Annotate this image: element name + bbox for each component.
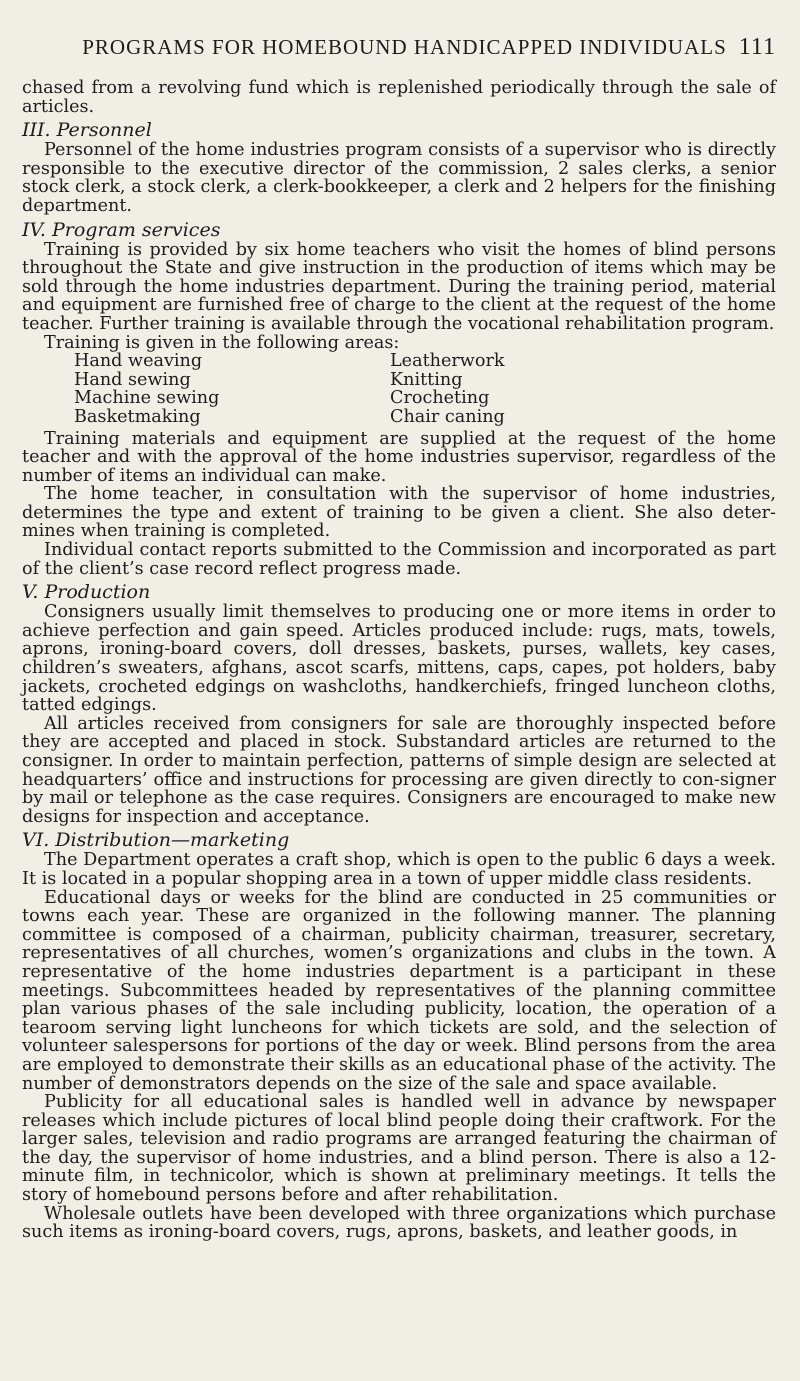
training-area-item: Crocheting <box>390 388 490 409</box>
training-area-item: Basketmaking <box>74 406 201 427</box>
section-heading-distribution-marketing: VI. Distribution—marketing <box>22 829 290 852</box>
training-area-item: Hand sewing <box>74 369 191 390</box>
training-area-item: Leatherwork <box>390 351 505 372</box>
section-heading-personnel: III. Personnel <box>22 119 152 142</box>
paragraph: Training materials and equipment are supplied at the request of the home teacher and with the approval of the home industries supervisor, regardless of the number of items an individual can make. <box>22 428 776 486</box>
paragraph: Personnel of the home industries program consists of a supervisor who is directly responsible to the executive director of the commission, 2 sales clerks, a senior stock clerk, a stock clerk, a clerk-bookkeeper, a clerk and 2 helpers for the finishing department. <box>22 140 776 216</box>
section-heading-program-services: IV. Program services <box>22 218 221 241</box>
paragraph: The home teacher, in consultation with the supervisor of home industries, determines the type and extent of training to be given a client. She also deter-mines when training is completed. <box>22 484 776 542</box>
training-area-item: Machine sewing <box>74 388 220 409</box>
body-text <box>22 79 776 1242</box>
training-area-item: Hand weaving <box>74 351 203 372</box>
training-area-item: Chair caning <box>390 406 505 427</box>
page-number: 111 <box>738 34 776 60</box>
paragraph: Consigners usually limit themselves to producing one or more items in order to achieve perfection and gain speed. Articles produced include: rugs, mats, towels, aprons, ironing-board covers, doll dresses, baskets, purses, wallets, key cases, children’s sweaters, afghans, ascot scarfs, mittens, caps, capes, pot holders, baby jackets, crocheted edgings on washcloths, handkerchiefs, fringed luncheon cloths, tatted edgings. <box>22 602 776 716</box>
paragraph: Educational days or weeks for the blind are conducted in 25 communities or towns each year. These are organized in the following manner. The planning committee is composed of a chairman, publicity chairman, treasurer, secretary, representatives of all churches, women’s organizations and clubs in the town. A representative of the home industries department is a participant in these meetings. Subcommittees headed by representatives of the planning committee plan various phases of the sale including publicity, location, the operation of a tearoom serving light luncheons for which tickets are sold, and the selection of volunteer salespersons for portions of the day or week. Blind persons from the area are employed to demonstrate their skills as an educational phase of the activity. The number of demonstrators depends on the size of the sale and space available. <box>22 887 776 1094</box>
running-title: PROGRAMS FOR HOMEBOUND HANDICAPPED INDIVIDUALS <box>82 35 727 59</box>
training-areas-list <box>74 352 776 426</box>
paragraph: Training is provided by six home teachers who visit the homes of blind persons throughout the State and give instruction in the production of items which may be sold through the home industries department. During the training period, material and equipment are furnished free of charge to the client at the request of the home teacher. Further training is available through the vocational rehabilitation program. <box>22 239 776 334</box>
training-area-item: Knitting <box>390 369 463 390</box>
running-header <box>22 34 776 61</box>
section-heading-production: V. Production <box>22 581 151 604</box>
paragraph: Wholesale outlets have been developed with three organizations which purchase such items as ironing-board covers, rugs, aprons, baskets, and leather goods, in <box>22 1203 776 1243</box>
paragraph: The Department operates a craft shop, which is open to the public 6 days a week. It is located in a popular shopping area in a town of upper middle class residents. <box>22 850 776 889</box>
paragraph: All articles received from consigners for sale are thoroughly inspected before they are accepted and placed in stock. Substandard articles are returned to the consigner. In order to maintain perfection, patterns of simple design are selected at headquarters’ office and instructions for processing are given directly to con-signer by mail or telephone as the case requires. Consigners are encouraged to make new designs for inspection and acceptance. <box>22 713 776 827</box>
paragraph: Individual contact reports submitted to the Commission and incorporated as part of the client’s case record reflect progress made. <box>22 540 776 579</box>
paragraph: chased from a revolving fund which is replenished periodically through the sale of articles. <box>22 78 776 117</box>
paragraph: Publicity for all educational sales is handled well in advance by newspaper releases which include pictures of local blind people doing their craftwork. For the larger sales, television and radio programs are arranged featuring the chairman of the day, the supervisor of home industries, and a blind person. There is also a 12-minute film, in technicolor, which is shown at preliminary meetings. It tells the story of homebound persons before and after rehabilitation. <box>22 1092 776 1206</box>
paragraph: Training is given in the following areas: <box>44 332 400 353</box>
